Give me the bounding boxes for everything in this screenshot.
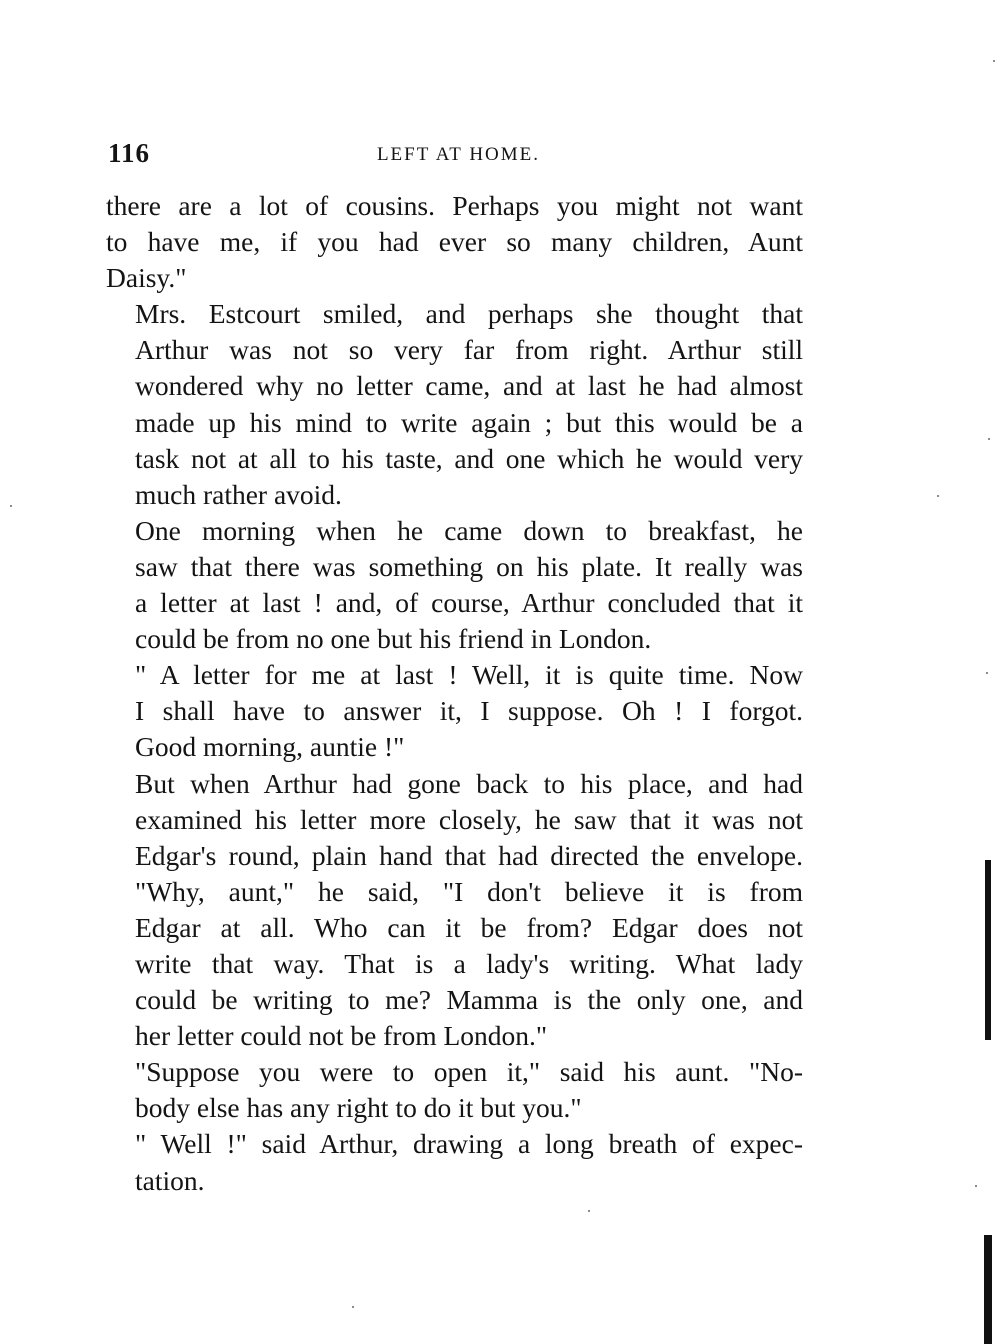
text-line: much rather avoid. xyxy=(135,478,342,510)
scan-speck xyxy=(975,1185,977,1187)
paragraph xyxy=(106,1054,803,1126)
paragraph xyxy=(106,1126,803,1198)
scan-edge-mark xyxy=(985,860,991,1040)
text-line: But when Arthur had gone back to his place, and had xyxy=(135,767,803,799)
paragraph xyxy=(106,513,803,657)
page-body xyxy=(106,188,803,1199)
text-line: I shall have to answer it, I suppose. Oh ! I forgot. xyxy=(135,695,803,727)
text-line: her letter could not be from London." xyxy=(135,1020,548,1052)
text-line: Edgar's round, plain hand that had directed the envelope. xyxy=(135,839,803,871)
text-line: to have me, if you had ever so many children, Aunt xyxy=(106,226,803,258)
text-line: there are a lot of cousins. Perhaps you might not want xyxy=(106,190,803,221)
text-line: Edgar at all. Who can it be from? Edgar does not xyxy=(135,911,803,943)
text-line: Arthur was not so very far from right. Arthur still xyxy=(135,334,803,366)
text-line: Good morning, auntie !" xyxy=(135,731,405,763)
paragraph xyxy=(106,188,803,296)
page-number: 116 xyxy=(108,138,151,168)
scan-speck xyxy=(988,438,990,440)
text-line: write that way. That is a lady's writing. What lady xyxy=(135,947,803,979)
paragraph xyxy=(106,874,803,1054)
text-line: could be writing to me? Mamma is the only one, and xyxy=(135,984,803,1016)
scan-speck xyxy=(352,1306,354,1308)
text-line: "Why, aunt," he said, "I don't believe it is from xyxy=(135,875,803,907)
running-title: LEFT AT HOME. xyxy=(376,144,541,165)
paragraph xyxy=(106,657,803,765)
text-line: Daisy." xyxy=(106,262,187,294)
text-line: a letter at last ! and, of course, Arthur concluded that it xyxy=(135,587,803,619)
scan-speck xyxy=(937,495,939,497)
text-line: body else has any right to do it but you." xyxy=(135,1092,582,1124)
text-line: " Well !" said Arthur, drawing a long breath of expec- xyxy=(135,1128,803,1160)
text-line: wondered why no letter came, and at last he had almost xyxy=(135,370,803,402)
scan-edge-mark xyxy=(984,1235,992,1344)
text-line: "Suppose you were to open it," said his aunt. "No- xyxy=(135,1056,803,1088)
text-line: could be from no one but his friend in London. xyxy=(135,623,652,655)
text-line: saw that there was something on his plate. It really was xyxy=(135,550,803,582)
text-line: made up his mind to write again ; but this would be a xyxy=(135,406,803,438)
text-line: tation. xyxy=(135,1164,205,1196)
scan-speck xyxy=(993,60,995,62)
paragraph xyxy=(106,296,803,513)
scan-speck xyxy=(588,1210,590,1212)
scan-speck xyxy=(986,672,988,674)
text-line: examined his letter more closely, he saw that it was not xyxy=(135,803,803,835)
text-line: One morning when he came down to breakfast, he xyxy=(135,514,803,546)
text-line: task not at all to his taste, and one which he would very xyxy=(135,442,803,474)
text-line: " A letter for me at last ! Well, it is quite time. Now xyxy=(135,659,803,691)
text-line: Mrs. Estcourt smiled, and perhaps she thought that xyxy=(135,298,803,330)
paragraph xyxy=(106,766,803,874)
page-header xyxy=(106,138,803,172)
scan-speck xyxy=(10,505,12,507)
